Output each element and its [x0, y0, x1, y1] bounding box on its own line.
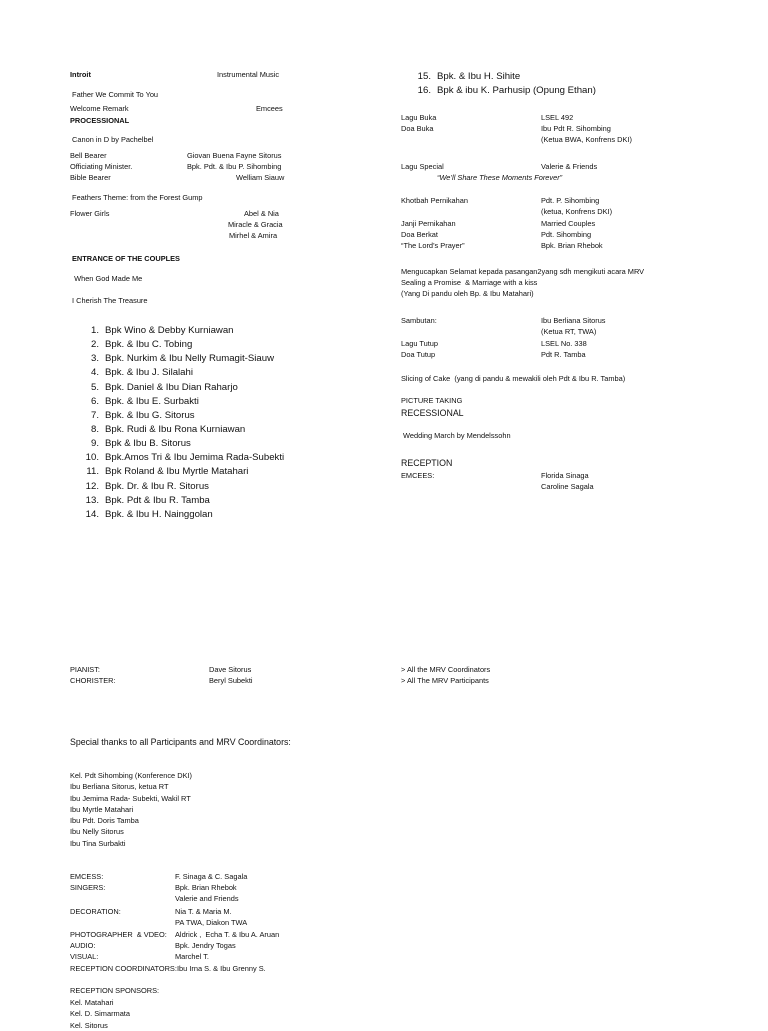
- mengucapkan-line: (Yang Di pandu oleh Bp. & Ibu Matahari): [401, 289, 534, 298]
- song-feathers-theme: Feathers Theme: from the Forest Gump: [70, 193, 203, 202]
- flower-girls-pair: Miracle & Gracia: [228, 220, 283, 229]
- sambutan-label: Sambutan:: [401, 316, 437, 325]
- bell-bearer-value: Giovan Buena Fayne Sitorus: [187, 151, 282, 160]
- reception-sponsors-heading: RECEPTION SPONSORS:: [70, 986, 160, 995]
- officiating-value: Bpk. Pdt. & Ibu P. Sihombing: [187, 162, 282, 171]
- doa-buka-label: Doa Buka: [401, 124, 434, 133]
- flower-girls-pair: Abel & Nia: [244, 209, 279, 218]
- list-item: 15. Bpk. & Ibu H. Sihite: [417, 71, 521, 82]
- list-item: Kel. Pdt Sihombing (Konference DKI): [70, 771, 193, 780]
- flower-girls-label: Flower Girls: [70, 209, 110, 218]
- list-item: 2. Bpk. & Ibu C. Tobing: [90, 339, 193, 351]
- list-item: 8. Bpk. Rudi & Ibu Rona Kurniawan: [90, 423, 246, 435]
- lords-prayer-label: “The Lord’s Prayer”: [401, 241, 465, 250]
- welcome-value: Emcees: [256, 104, 283, 113]
- lagu-special-value: Valerie & Friends: [541, 162, 598, 171]
- doa-berkat-label: Doa Berkat: [401, 230, 438, 239]
- doa-tutup-label: Doa Tutup: [401, 350, 436, 359]
- lords-prayer-value: Bpk. Brian Rhebok: [541, 241, 603, 250]
- lagu-special-song: “We’ll Share These Moments Forever”: [437, 173, 563, 182]
- special-thanks-heading: Special thanks to all Participants and MRV Coordinators:: [70, 737, 291, 747]
- sambutan-value: Ibu Berliana Sitorus: [541, 316, 606, 325]
- picture-taking-heading: PICTURE TAKING: [401, 396, 463, 405]
- list-item: Ibu Nelly Sitorus: [70, 827, 124, 837]
- khotbah-value: Pdt. P. Sihombing: [541, 196, 600, 205]
- khotbah-note: (ketua, Konfrens DKI): [541, 207, 613, 216]
- pianist-value: Dave Sitorus: [209, 665, 252, 674]
- list-item: 3. Bpk. Nurkim & Ibu Nelly Rumagit-Siauw: [90, 353, 275, 365]
- lagu-buka-label: Lagu Buka: [401, 113, 437, 122]
- thanks-people-list: [70, 770, 192, 849]
- list-item: Ibu Pdt. Doris Tamba: [70, 816, 139, 826]
- chorister-label: CHORISTER:: [70, 676, 116, 685]
- list-item: Kel. Sitorus: [70, 1020, 108, 1030]
- list-item: 14. Bpk. & Ibu H. Nainggolan: [85, 508, 213, 520]
- mengucapkan-line: Sealing a Promise & Marriage with a kiss: [401, 278, 538, 287]
- list-item: 10. Bpk.Amos Tri & Ibu Jemima Rada-Subekti: [85, 452, 285, 464]
- list-item: Ibu Berliana Sitorus, ketua RT: [70, 782, 169, 792]
- pianist-label: PIANIST:: [70, 665, 100, 674]
- reception-heading: RECEPTION: [401, 458, 453, 468]
- song-when-god-made-me: When God Made Me: [70, 274, 143, 283]
- list-item: Ibu Jemima Rada- Subekti, Wakil RT: [70, 793, 191, 803]
- list-item: 4. Bpk. & Ibu J. Silalahi: [90, 367, 193, 379]
- song-canon-in-d: Canon in D by Pachelbel: [70, 135, 154, 144]
- lagu-buka-value: LSEL 492: [541, 113, 574, 122]
- recessional-heading: RECESSIONAL: [401, 408, 464, 418]
- flower-girls-pair: Mirhel & Amira: [229, 231, 278, 240]
- sponsors-list: [70, 997, 130, 1031]
- welcome-label: Welcome Remark: [70, 104, 129, 113]
- bible-bearer-value: Welliam Siauw: [236, 173, 285, 182]
- introit-value: Instrumental Music: [217, 70, 280, 79]
- list-item: 7. Bpk. & Ibu G. Sitorus: [90, 409, 195, 421]
- introit-label: Introit: [70, 70, 91, 79]
- emcees-value: Caroline Sagala: [541, 482, 594, 491]
- list-item: Kel. Matahari: [70, 998, 114, 1007]
- list-item: Kel. D. Simarmata: [70, 1009, 130, 1019]
- entrance-heading: ENTRANCE OF THE COUPLES: [72, 254, 180, 263]
- couples-list-continued: [417, 70, 596, 98]
- khotbah-label: Khotbah Pernikahan: [401, 196, 468, 205]
- lagu-special-label: Lagu Special: [401, 162, 444, 171]
- doa-buka-note: (Ketua BWA, Konfrens DKI): [541, 135, 632, 144]
- janji-value: Married Couples: [541, 219, 596, 228]
- song-father-we-commit: Father We Commit To You: [70, 90, 159, 99]
- list-item: 12. Bpk. Dr. & Ibu R. Sitorus: [85, 480, 209, 492]
- chorister-value: Beryl Subekti: [209, 676, 253, 685]
- lagu-tutup-label: Lagu Tutup: [401, 339, 438, 348]
- doa-tutup-value: Pdt R. Tamba: [541, 350, 586, 359]
- song-wedding-march: Wedding March by Mendelssohn: [401, 431, 511, 440]
- mengucapkan-line: Mengucapkan Selamat kepada pasangan2yang sdh mengikuti acara MRV: [401, 267, 645, 276]
- list-item: 6. Bpk. & Ibu E. Surbakti: [90, 395, 199, 407]
- processional-heading: PROCESSIONAL: [70, 116, 130, 125]
- emcees-value: Florida Sinaga: [541, 471, 589, 480]
- bell-bearer-label: Bell Bearer: [70, 151, 107, 160]
- list-item: 1. Bpk Wino & Debby Kurniawan: [90, 325, 234, 336]
- list-item: 9. Bpk & Ibu B. Sitorus: [90, 438, 191, 450]
- emcees-label: EMCEES:: [401, 471, 435, 480]
- slicing-of-cake: Slicing of Cake (yang di pandu & mewakili oleh Pdt & Ibu R. Tamba): [401, 374, 626, 383]
- list-item: 11. Bpk Roland & Ibu Myrtle Matahari: [86, 466, 249, 478]
- list-item: Ibu Myrtle Matahari: [70, 804, 134, 814]
- doa-berkat-value: Pdt. Sihombing: [541, 230, 592, 239]
- list-item: 16. Bpk & ibu K. Parhusip (Opung Ethan): [417, 85, 596, 97]
- list-item: Ibu Tina Surbakti: [70, 838, 126, 848]
- thanks-mrv-participants: > All The MRV Participants: [401, 676, 489, 685]
- thanks-mrv-coordinators: > All the MRV Coordinators: [401, 665, 491, 674]
- list-item: 5. Bpk. Daniel & Ibu Dian Raharjo: [90, 381, 238, 393]
- bible-bearer-label: Bible Bearer: [70, 173, 111, 182]
- officiating-label: Officiating Minister.: [70, 162, 133, 171]
- sambutan-note: (Ketua RT, TWA): [541, 327, 597, 336]
- couples-list: [85, 324, 285, 522]
- doa-buka-value: Ibu Pdt R. Sihombing: [541, 124, 611, 133]
- song-i-cherish-the-treasure: I Cherish The Treasure: [70, 296, 148, 305]
- lagu-tutup-value: LSEL No. 338: [541, 339, 587, 348]
- list-item: 13. Bpk. Pdt & Ibu R. Tamba: [85, 494, 210, 506]
- janji-label: Janji Pernikahan: [401, 219, 456, 228]
